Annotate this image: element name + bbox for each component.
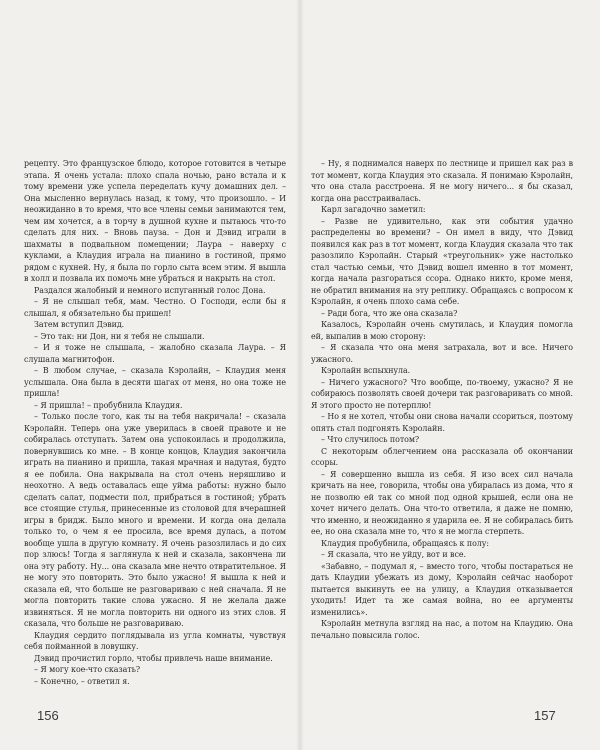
right-page-number: 157	[534, 708, 556, 723]
paragraph: Кэролайн метнула взгляд на нас, а потом на Клаудию. Она печально повысила голос.	[311, 619, 573, 640]
paragraph: – Я пришла! – пробубнила Клаудия.	[34, 400, 183, 410]
paragraph: Дэвид прочистил горло, чтобы привлечь наше внимание.	[34, 653, 273, 663]
paragraph: – Ничего ужасного? Что вообще, по-твоему, ужасно? Я не собираюсь позволять своей дочери так разговаривать со мной. Я этого просто не потерплю!	[311, 377, 573, 410]
paragraph: – Разве не удивительно, как эти события удачно распределены во времени? – Он имел в виду, что Дэвид появился как раз в тот момент, когда Клаудия сказала что так разозлило Кэролайн. Старый «треугольник» уже настолько стал частью семьи, что Дэвид вошел именно в тот момент, когда начала разгораться ссора. Однако никто, кроме меня, не обратил внимания на эту реплику. Обращаясь с вопросом к Кэролайн, я очень плохо сама себе.	[311, 216, 573, 306]
right-page-text	[311, 158, 573, 641]
left-page	[24, 158, 286, 687]
paragraph: Кэролайн вспыхнула.	[321, 366, 411, 375]
paragraph: – В любом случае, – сказала Кэролайн, – Клаудия меня услышала. Она была в десяти шагах от меня, но она тоже не пришла!	[24, 366, 286, 398]
paragraph: Казалось, Кэролайн очень смутилась, и Клаудия помогла ей, выпалив в мою сторону:	[311, 320, 573, 341]
paragraph: Клаудия пробубнила, обращаясь к полу:	[321, 538, 489, 548]
paragraph: рецепту. Это французское блюдо, которое готовится в четыре этапа. Я очень устала: плохо спала ночью, рано встала и к тому времени уже успела переделать кучу домашних дел. – Она мысленно вернулась назад, к тому, что произошло. – И неожиданно в то время, что все члены семьи занимаются тем, чем им хочется, а в торчу в душной кухне и пытаюсь что-то сделать для них. – Вновь пауза. – Дон и Дэвид играли в шахматы в подвальном помещении; Лаура – наверху с куклами, а Клаудия играла на пианино в гостиной, прямо рядом с кухней. Ну, я была по горло сыта всем этим. Я вышла в холл и позвала их помочь мне убраться и накрыть на стол.	[24, 159, 286, 283]
book-gutter	[296, 0, 304, 750]
paragraph: – Конечно, – ответил я.	[34, 676, 130, 686]
paragraph: Карл загадочно заметил:	[321, 205, 426, 214]
paragraph: – Я совершенно вышла из себя. Я изо всех сил начала кричать на нее, говорила, чтобы она убиралась из дома, что я не позволю ей так со мной под одной крышей, если она не хочет ничего делать. Она что-то ответила, я даже не помню, что именно, и неожиданно я ударила ее. Я не собиралась бить ее, но она сказала мне то, что я не могла стерпеть.	[311, 469, 573, 536]
paragraph: – Я сказала что она меня затрахала, вот и все. Ничего ужасного.	[311, 343, 573, 364]
paragraph: – Ну, я поднимался наверх по лестнице и пришел как раз в тот момент, когда Клаудия это сказала. Я понимаю Кэролайн, что она стала расстроена. Я не могу ничего... я бы сказал, когда она расстраивалась.	[311, 159, 573, 203]
paragraph: Затем вступил Дэвид.	[34, 320, 125, 329]
left-page-number: 156	[37, 708, 59, 723]
paragraph: С некоторым облегчением она рассказала об окончании ссоры.	[311, 446, 573, 467]
paragraph: Клаудия сердито поглядывала из угла комнаты, чувствуя себя пойманной в ловушку.	[24, 630, 286, 651]
right-page	[311, 158, 573, 641]
left-page-text	[24, 158, 286, 687]
paragraph: – Что случилось потом?	[321, 435, 420, 444]
paragraph: – Но я не хотел, чтобы они снова начали ссориться, поэтому опять стал подгонять Кэролайн.	[311, 412, 573, 433]
paragraph: – Я сказала, что не уйду, вот и все.	[321, 550, 466, 559]
paragraph: Раздался жалобный и немного испуганный голос Дона.	[34, 285, 266, 295]
paragraph: – И я тоже не слышала, – жалобно сказала Лаура. – Я слушала магнитофон.	[24, 343, 286, 364]
paragraph: – Только после того, как ты на тебя накричала! – сказала Кэролайн. Теперь она уже уверилась в своей правоте и не собиралась отступать. Затем она успокоилась и продолжила, повернувшись ко мне. – В конце концов, Клаудия закончила играть на пианино и пришла, такая мрачная и надутая, будто я ее побила. Она накрывала на стол очень неряшливо и неохотно. А ведь оставалась еще уйма работы: нужно было сделать салат, подмести пол, прибраться в гостиной; убрать все стоящие стулья, принесенные из столовой для вчерашней игры в бридж. Было много и времени. И когда она делала только то, о чем я ее просила, все время дулась, а потом вообще ушла в другую комнату. Я очень разозлилась и до сих пор злюсь! Тогда я заглянула к ней и сказала, закончена ли она эту работу. Ну... она сказала мне нечто отвратительное. Я не могу это повторить. Это было ужасно! Я вышла к ней и сказала ей, что больше не разговариваю с ней сначала. Я не могла повторить такие слова ужасно. Я не желала даже извиняться. Я не могла повторить ни одного из этих слов. Я сказала, что больше не разговариваю.	[24, 412, 286, 628]
paragraph: «Забавно, – подумал я, – вместо того, чтобы постараться не дать Клаудии убежать из дому, Кэролайн сейчас наоборот пытается выкинуть ее на улицу, а Клаудия отказывается уходить! Идет та же самая война, но ее аргументы изменились».	[311, 561, 573, 617]
paragraph: – Я могу кое-что сказать?	[34, 665, 141, 674]
paragraph: – Это так: ни Дон, ни я тебя не слышали.	[34, 331, 205, 341]
paragraph: – Я не слышал тебя, мам. Честно. О Господи, если бы я слышал, я обязательно бы пришел!	[24, 297, 286, 318]
paragraph: – Ради бога, что же она сказала?	[321, 308, 458, 318]
